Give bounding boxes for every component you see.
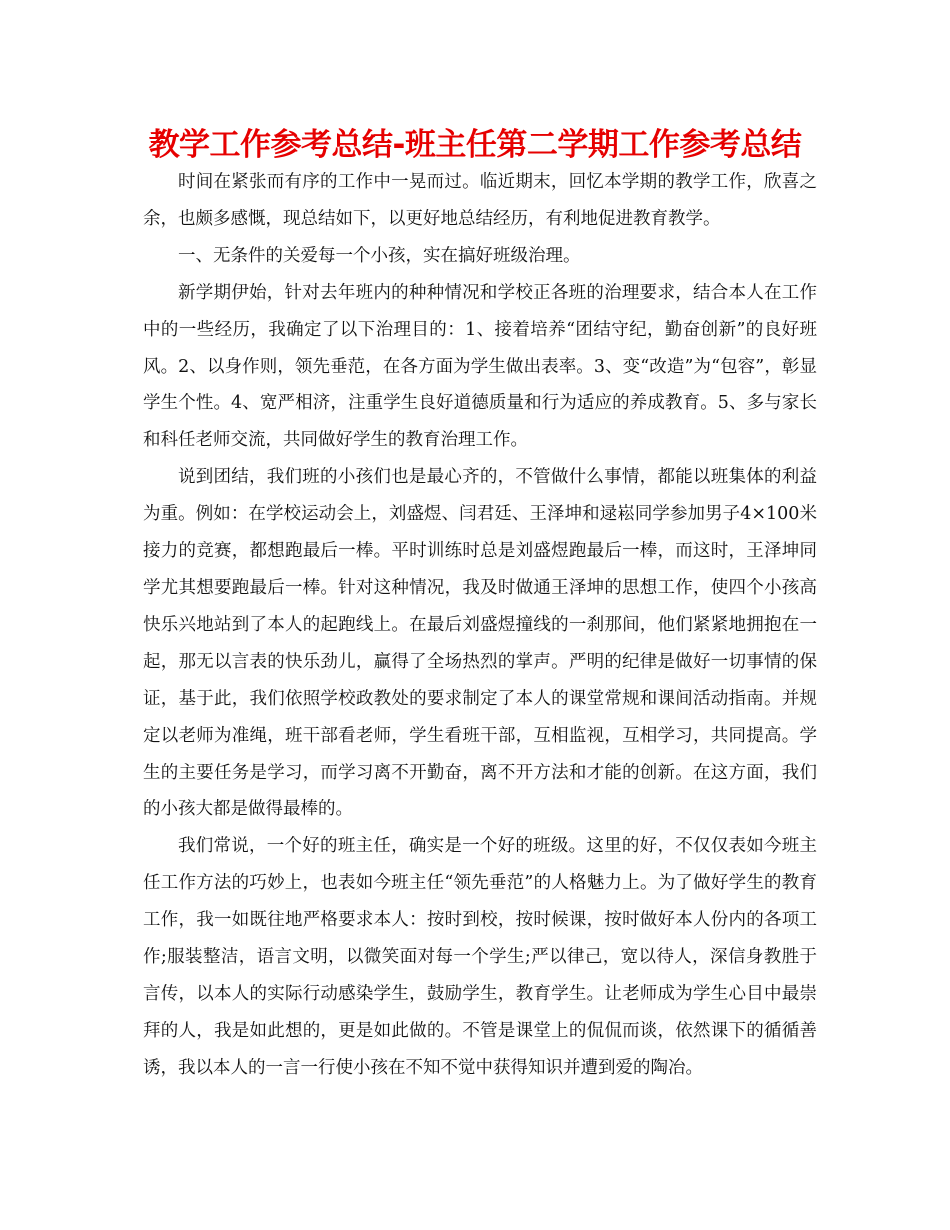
paragraph-role-model: 我们常说，一个好的班主任，确实是一个好的班级。这里的好，不仅仅表如今班主任工作方法的巧妙上，也表如今班主任“领先垂范”的人格魅力上。为了做好学生的教育工作，我一如既往地严格要求本人：按时到校，按时候课，按时做好本人份内的各项工作;服装整洁，语言文明，以微笑面对每一个学生;严以律己，宽以待人，深信身教胜于言传，以本人的实际行动感染学生，鼓励学生，教育学生。让老师成为学生心目中最崇拜的人，我是如此想的，更是如此做的。不管是课堂上的侃侃而谈，依然课下的循循善诱，我以本人的一言一行使小孩在不知不觉中获得知识并遭到爱的陶冶。 [143, 836, 817, 1078]
paragraph-unity: 说到团结，我们班的小孩们也是最心齐的，不管做什么事情，都能以班集体的利益为重。例如：在学校运动会上，刘盛煜、闫君廷、王泽坤和逯崧同学参加男子4×100米接力的竞赛，都想跑最后一棒。平时训练时总是刘盛煜跑最后一棒，而这时，王泽坤同学尤其想要跑最后一棒。针对这种情况，我及时做通王泽坤的思想工作，使四个小孩高快乐兴地站到了本人的起跑线上。在最后刘盛煜撞线的一刹那间，他们紧紧地拥抱在一起，那无以言表的快乐劲儿，赢得了全场热烈的掌声。严明的纪律是做好一切事情的保证，基于此，我们依照学校政教处的要求制定了本人的课堂常规和课间活动指南。并规定以老师为准绳，班干部看老师，学生看班干部，互相监视，互相学习，共同提高。学生的主要任务是学习，而学习离不开勤奋，离不开方法和才能的创新。在这方面，我们的小孩大都是做得最棒的。 [143, 467, 817, 820]
document-title: 教学工作参考总结-班主任第二学期工作参考总结 [148, 127, 802, 163]
paragraph-section-heading: 一、无条件的关爱每一个小孩，实在搞好班级治理。 [178, 245, 581, 266]
paragraph-intro: 时间在紧张而有序的工作中一晃而过。临近期末，回忆本学期的教学工作，欣喜之余，也颇多感慨，现总结如下，以更好地总结经历，有利地促进教育教学。 [143, 172, 817, 229]
document-body [143, 164, 817, 1087]
paragraph-goals: 新学期伊始，针对去年班内的种种情况和学校正各班的治理要求，结合本人在工作中的一些经历，我确定了以下治理目的：1、接着培养“团结守纪，勤奋创新”的良好班风。2、以身作则，领先垂范，在各方面为学生做出表率。3、变“改造”为“包容”，彰显学生个性。4、宽严相济，注重学生良好道德质量和行为适应的养成教育。5、多与家长和科任老师交流，共同做好学生的教育治理工作。 [143, 282, 817, 451]
